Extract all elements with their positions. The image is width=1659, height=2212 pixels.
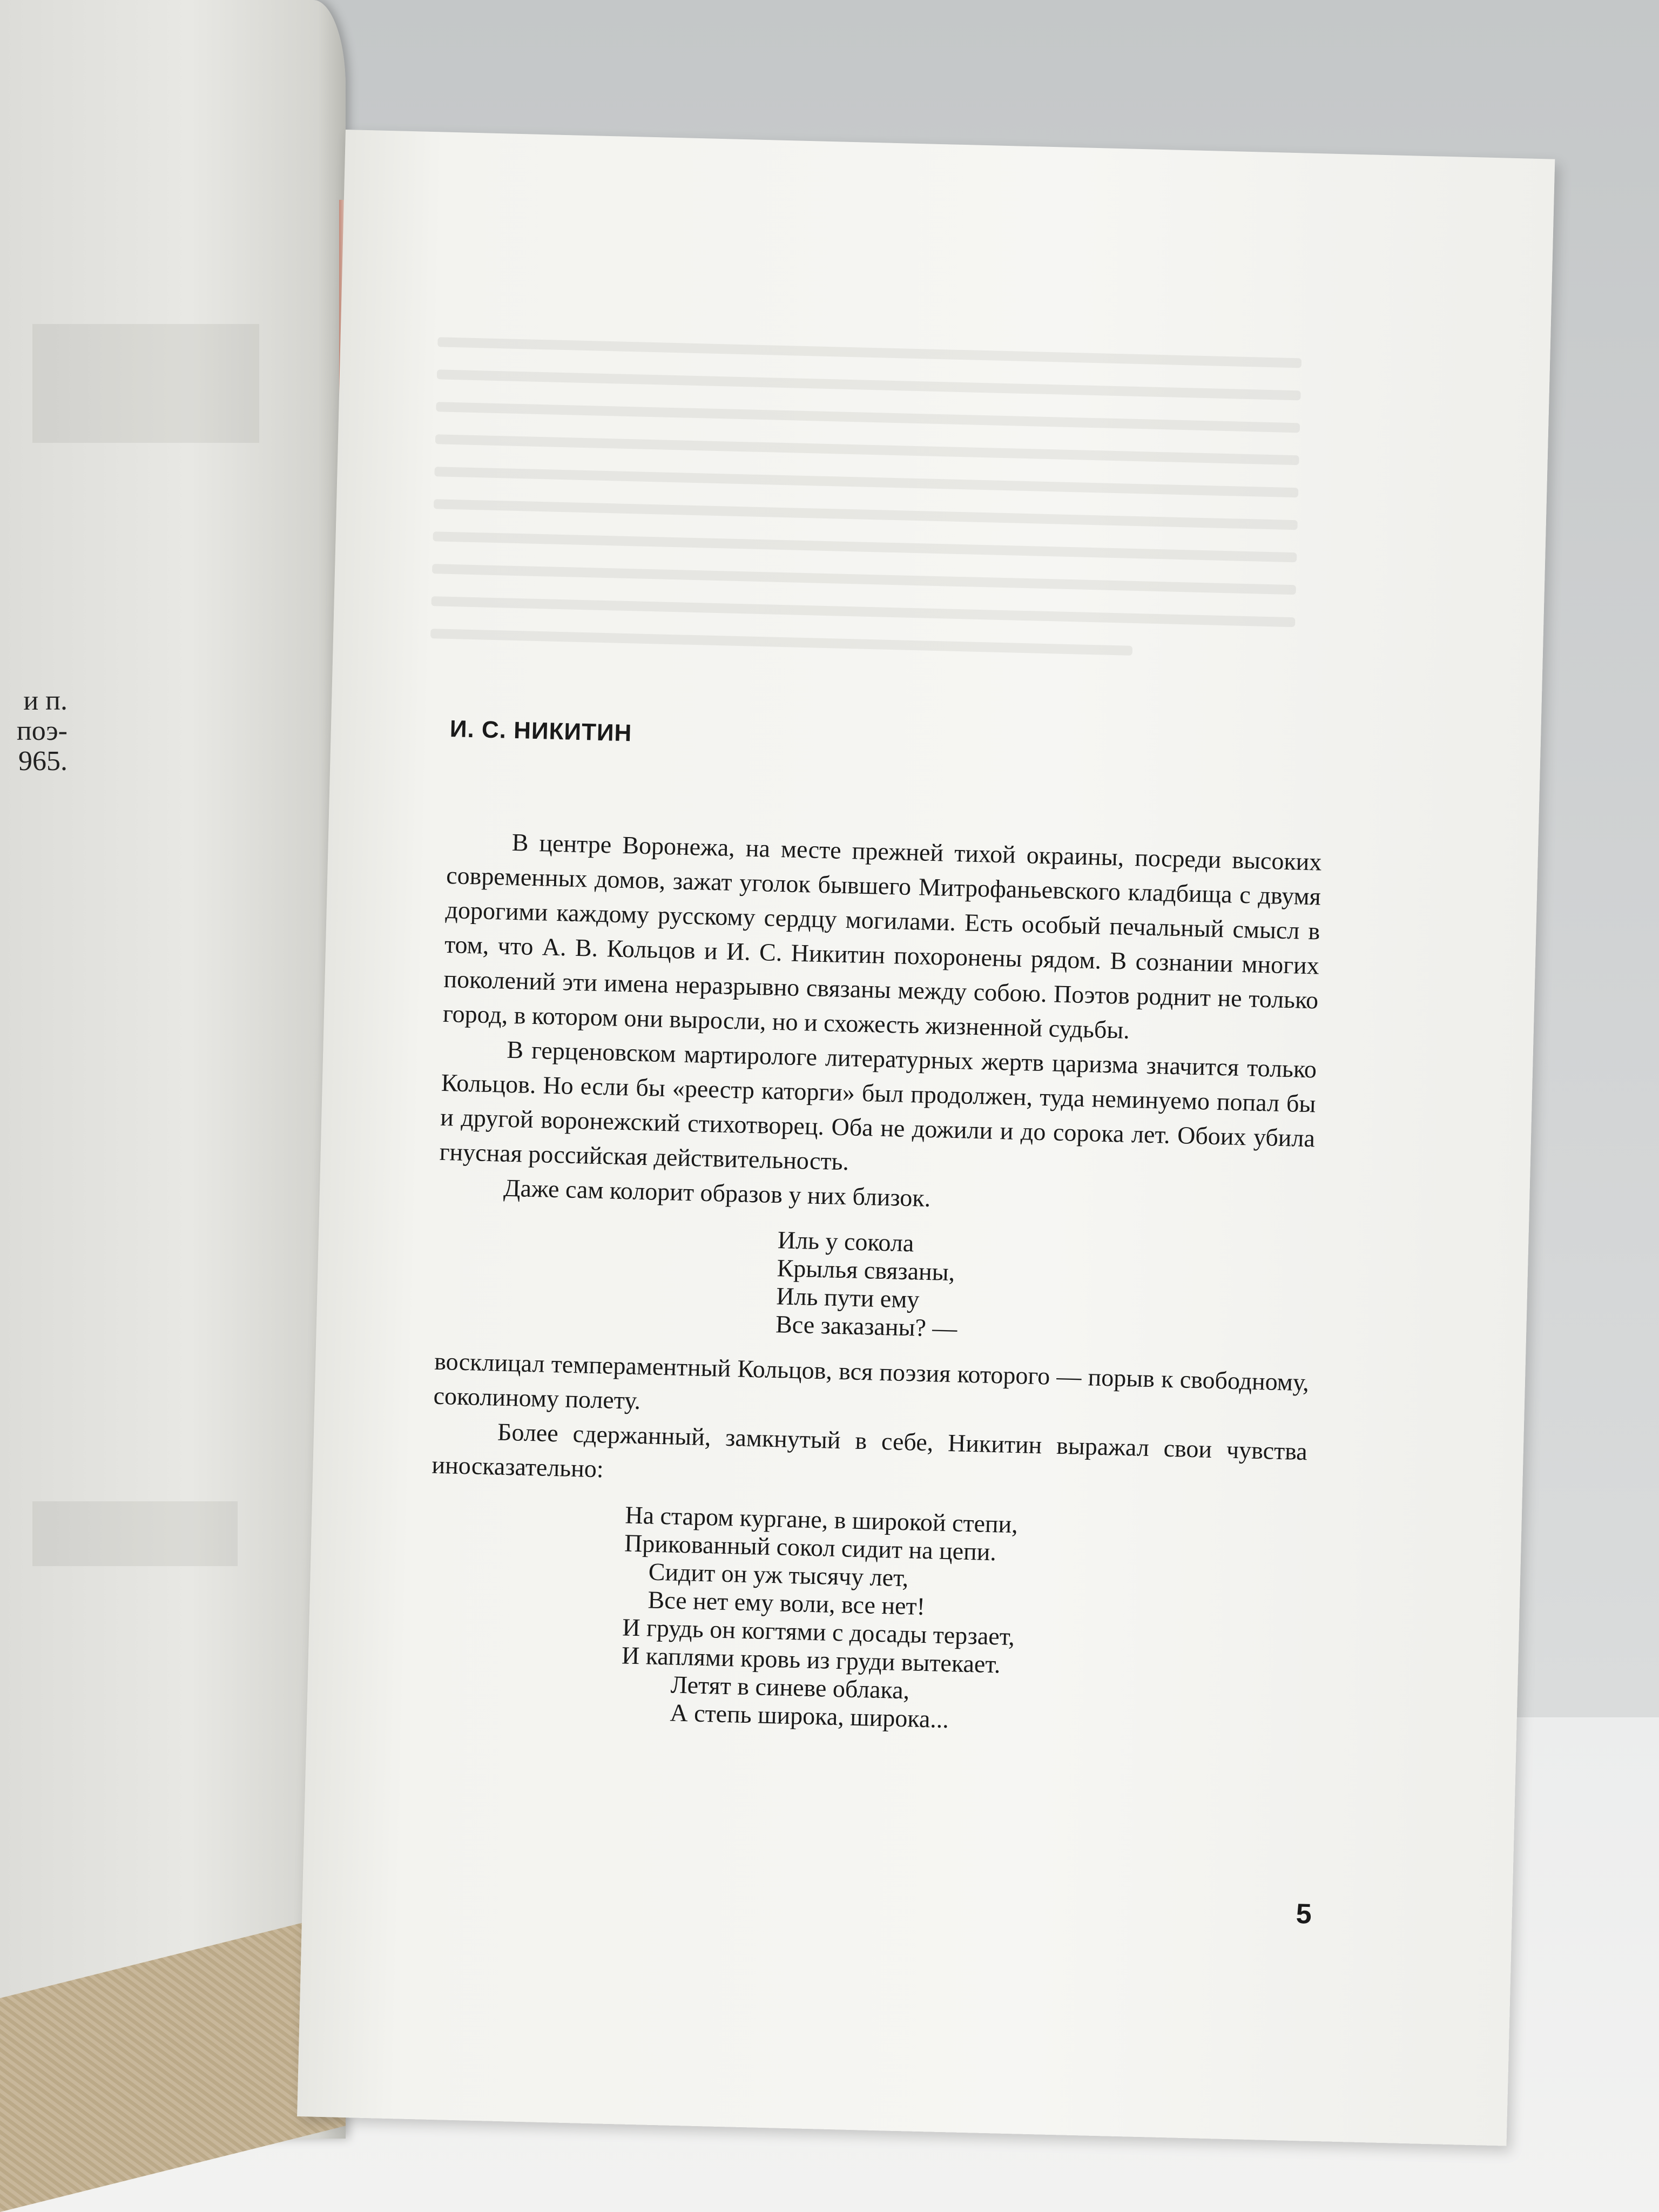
poem-stanza-koltsov: [775, 1226, 1313, 1351]
left-fragment-line: поэ-: [16, 716, 68, 746]
left-page: [0, 0, 346, 2139]
poem-line: А степь широка, широка...: [619, 1697, 949, 1734]
poem-line: И грудь он когтями с досады терзает,: [622, 1613, 1015, 1651]
poem-line: Летят в синеве облака,: [621, 1669, 910, 1704]
bleed-through-line: [437, 369, 1301, 400]
bleed-through-line: [434, 499, 1298, 530]
right-page: [297, 130, 1555, 2146]
bleed-through-line: [436, 402, 1300, 433]
bleed-through-line: [435, 434, 1299, 465]
left-fragment-line: и п.: [23, 685, 68, 716]
bleed-through-line: [433, 531, 1297, 562]
page-content: [425, 716, 1325, 1756]
bleed-through-line: [434, 467, 1298, 497]
poem-stanza-nikitin: [620, 1501, 1306, 1742]
bleed-through-line: [431, 596, 1295, 627]
left-fragment-line: 965.: [18, 746, 68, 777]
left-page-text-fragment: [0, 686, 68, 777]
poem-line: Прикованный сокол сидит на цепи.: [624, 1529, 997, 1566]
body-paragraph: В центре Воронежа, на месте прежней тихой окраины, посреди высоких современных домов, зажат уголок бывшего Митрофаньевского кладбища с двумя дорогими каждому русскому сердцу могилами. Есть особый печальный смысл в том, что А. В. Кольцов и И. С. Никитин похоронены рядом. В сознании многих поколений эти имена неразрывно связаны между собою. Поэтов роднит не только город, в котором они выросли, но и схожесть жизненной судьбы.: [442, 828, 1323, 1044]
poem-line: Иль пути ему: [775, 1282, 920, 1313]
poem-line: Иль у сокола: [777, 1226, 914, 1257]
chapter-title: И. С. НИКИТИН: [449, 716, 632, 747]
left-page-bleed-block: [32, 324, 259, 443]
body-paragraph: восклицал темпераментный Кольцов, вся поэзия которого — порыв к свободному, соколиному полету.: [433, 1347, 1310, 1415]
poem-line: Все заказаны? —: [775, 1310, 957, 1343]
body-paragraph: В герценовском мартирологе литературных жертв царизма значится только Кольцов. Но если бы «реестр каторги» был продолжен, туда неминуемо попал бы и другой воронежский стихотворец. Оба не дожили и до сорока лет. Обоих убила гнусная российская действительность.: [439, 1035, 1317, 1176]
body-paragraph: Более сдержанный, замкнутый в себе, Никитин выражал свои чувства иносказательно:: [431, 1418, 1308, 1483]
page-number: 5: [1296, 1898, 1312, 1930]
poem-line: На старом кургане, в широкой степи,: [624, 1501, 1019, 1539]
poem-line: И каплями кровь из груди вытекает.: [621, 1641, 1001, 1678]
bleed-through-line: [437, 337, 1301, 368]
poem-line: Крылья связаны,: [777, 1254, 955, 1286]
poem-line: Сидит он уж тысячу лет,: [623, 1557, 909, 1592]
body-paragraph: Даже сам колорит образов у них близок.: [503, 1174, 931, 1212]
left-page-bleed-block: [32, 1501, 238, 1566]
bleed-through-line: [432, 564, 1296, 595]
bleed-through-line: [430, 629, 1132, 656]
poem-line: Все нет ему воли, все нет!: [623, 1585, 926, 1621]
